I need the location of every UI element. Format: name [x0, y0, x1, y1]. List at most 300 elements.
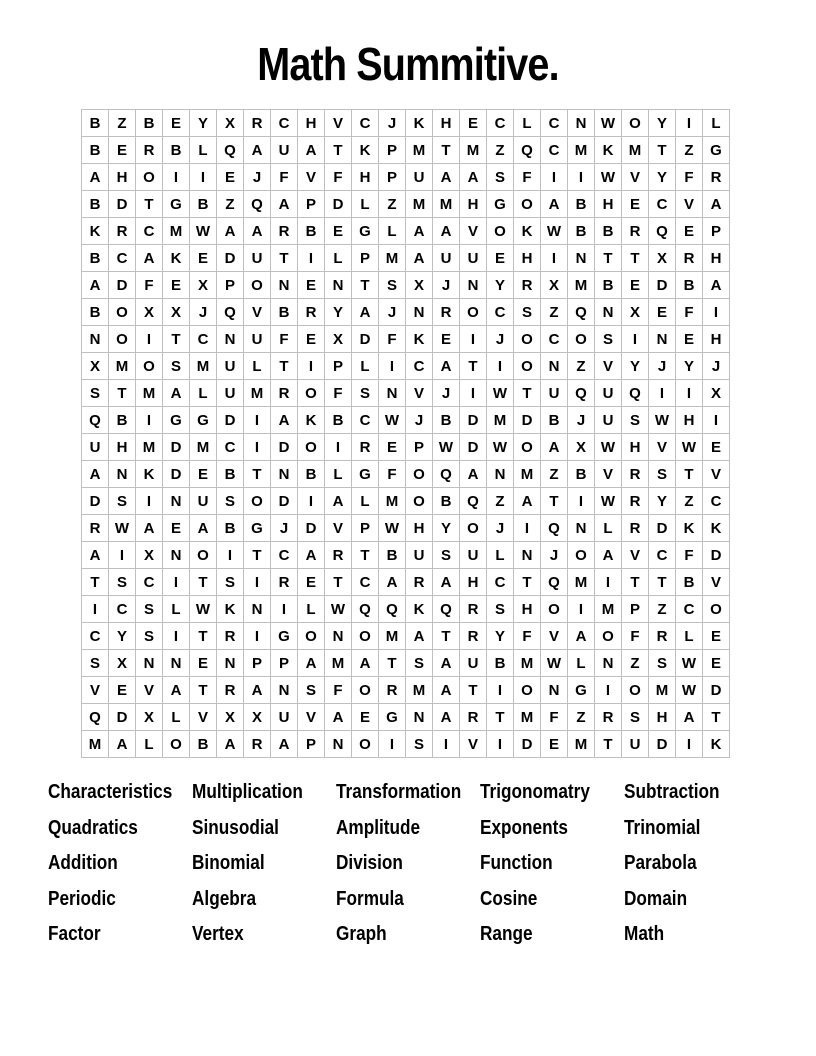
- grid-cell: V: [406, 380, 433, 407]
- grid-cell: O: [190, 542, 217, 569]
- grid-cell: M: [568, 569, 595, 596]
- grid-cell: I: [136, 326, 163, 353]
- grid-cell: Y: [676, 353, 703, 380]
- grid-cell: C: [109, 245, 136, 272]
- grid-cell: O: [136, 353, 163, 380]
- word-list-item: Algebra: [192, 887, 257, 910]
- grid-cell: S: [217, 488, 244, 515]
- grid-cell: I: [622, 326, 649, 353]
- grid-cell: T: [109, 380, 136, 407]
- grid-cell: E: [109, 137, 136, 164]
- grid-cell: M: [379, 245, 406, 272]
- grid-cell: V: [541, 623, 568, 650]
- grid-cell: C: [352, 407, 379, 434]
- grid-cell: N: [487, 461, 514, 488]
- grid-cell: R: [703, 164, 730, 191]
- grid-cell: W: [595, 164, 622, 191]
- grid-cell: O: [352, 677, 379, 704]
- grid-cell: V: [298, 164, 325, 191]
- grid-cell: T: [190, 677, 217, 704]
- grid-cell: U: [595, 380, 622, 407]
- grid-cell: I: [676, 731, 703, 758]
- grid-cell: T: [622, 245, 649, 272]
- grid-cell: M: [568, 137, 595, 164]
- grid-cell: S: [487, 164, 514, 191]
- grid-cell: H: [649, 704, 676, 731]
- grid-cell: K: [352, 137, 379, 164]
- grid-cell: I: [595, 569, 622, 596]
- grid-cell: Q: [352, 596, 379, 623]
- word-list-item: Characteristics: [48, 781, 173, 803]
- grid-cell: X: [622, 299, 649, 326]
- grid-cell: E: [352, 704, 379, 731]
- grid-cell: D: [109, 704, 136, 731]
- grid-cell: R: [622, 218, 649, 245]
- grid-cell: O: [622, 110, 649, 137]
- grid-cell: U: [460, 245, 487, 272]
- grid-cell: Y: [649, 110, 676, 137]
- grid-cell: F: [541, 704, 568, 731]
- grid-cell: J: [703, 353, 730, 380]
- grid-cell: M: [379, 623, 406, 650]
- grid-cell: C: [703, 488, 730, 515]
- grid-cell: F: [676, 542, 703, 569]
- grid-cell: A: [703, 272, 730, 299]
- grid-cell: A: [325, 488, 352, 515]
- grid-cell: X: [136, 704, 163, 731]
- grid-cell: G: [163, 407, 190, 434]
- grid-cell: I: [298, 353, 325, 380]
- grid-cell: X: [109, 650, 136, 677]
- grid-cell: W: [487, 434, 514, 461]
- grid-cell: R: [325, 542, 352, 569]
- grid-cell: Q: [217, 137, 244, 164]
- grid-cell: B: [541, 407, 568, 434]
- grid-cell: P: [217, 272, 244, 299]
- grid-cell: I: [163, 164, 190, 191]
- grid-cell: G: [487, 191, 514, 218]
- grid-cell: A: [433, 677, 460, 704]
- grid-cell: M: [406, 677, 433, 704]
- grid-cell: E: [676, 218, 703, 245]
- grid-cell: C: [487, 299, 514, 326]
- grid-cell: F: [379, 461, 406, 488]
- grid-cell: A: [136, 515, 163, 542]
- grid-cell: N: [406, 299, 433, 326]
- grid-cell: R: [595, 704, 622, 731]
- grid-cell: E: [487, 245, 514, 272]
- grid-cell: H: [109, 164, 136, 191]
- grid-cell: L: [190, 137, 217, 164]
- grid-cell: B: [595, 272, 622, 299]
- grid-cell: B: [568, 461, 595, 488]
- grid-cell: M: [244, 380, 271, 407]
- grid-cell: A: [190, 515, 217, 542]
- grid-cell: A: [217, 731, 244, 758]
- grid-cell: P: [298, 191, 325, 218]
- grid-cell: N: [595, 650, 622, 677]
- grid-cell: E: [163, 515, 190, 542]
- word-list-item: Transformation: [336, 781, 462, 803]
- grid-cell: D: [460, 434, 487, 461]
- grid-cell: Z: [649, 596, 676, 623]
- grid-cell: U: [244, 326, 271, 353]
- grid-cell: P: [352, 515, 379, 542]
- grid-cell: N: [568, 110, 595, 137]
- grid-cell: R: [217, 677, 244, 704]
- grid-cell: V: [460, 731, 487, 758]
- word-list-item: Formula: [336, 887, 404, 910]
- grid-cell: Z: [217, 191, 244, 218]
- grid-cell: A: [595, 542, 622, 569]
- grid-cell: J: [379, 299, 406, 326]
- grid-cell: K: [298, 407, 325, 434]
- grid-cell: J: [541, 542, 568, 569]
- grid-cell: S: [109, 569, 136, 596]
- grid-cell: C: [352, 110, 379, 137]
- grid-cell: R: [244, 110, 271, 137]
- grid-cell: S: [433, 542, 460, 569]
- grid-cell: W: [649, 407, 676, 434]
- grid-cell: O: [514, 677, 541, 704]
- grid-cell: I: [244, 434, 271, 461]
- grid-cell: W: [325, 596, 352, 623]
- grid-cell: X: [217, 110, 244, 137]
- grid-cell: W: [541, 218, 568, 245]
- grid-cell: E: [217, 164, 244, 191]
- grid-cell: O: [514, 353, 541, 380]
- grid-cell: A: [676, 704, 703, 731]
- word-list-item: Amplitude: [336, 816, 421, 839]
- grid-cell: M: [487, 407, 514, 434]
- grid-cell: D: [514, 731, 541, 758]
- grid-cell: U: [460, 542, 487, 569]
- grid-cell: C: [136, 218, 163, 245]
- grid-cell: J: [487, 515, 514, 542]
- grid-cell: P: [298, 731, 325, 758]
- grid-cell: A: [298, 650, 325, 677]
- grid-cell: C: [271, 542, 298, 569]
- grid-cell: T: [325, 569, 352, 596]
- grid-cell: E: [703, 434, 730, 461]
- grid-cell: S: [217, 569, 244, 596]
- grid-cell: U: [460, 650, 487, 677]
- grid-cell: T: [676, 461, 703, 488]
- grid-cell: S: [514, 299, 541, 326]
- grid-cell: O: [352, 731, 379, 758]
- grid-cell: A: [460, 461, 487, 488]
- grid-cell: I: [676, 110, 703, 137]
- grid-cell: F: [379, 326, 406, 353]
- grid-cell: K: [82, 218, 109, 245]
- grid-cell: F: [676, 164, 703, 191]
- grid-cell: K: [514, 218, 541, 245]
- grid-cell: X: [136, 299, 163, 326]
- grid-cell: B: [487, 650, 514, 677]
- grid-cell: I: [244, 407, 271, 434]
- grid-cell: E: [460, 110, 487, 137]
- grid-cell: T: [433, 623, 460, 650]
- grid-cell: D: [703, 677, 730, 704]
- grid-cell: O: [406, 461, 433, 488]
- grid-cell: I: [136, 407, 163, 434]
- grid-cell: R: [622, 515, 649, 542]
- grid-cell: U: [271, 704, 298, 731]
- grid-cell: T: [514, 569, 541, 596]
- grid-cell: Y: [190, 110, 217, 137]
- grid-cell: B: [568, 218, 595, 245]
- word-list-item: Subtraction: [624, 781, 720, 803]
- grid-cell: W: [433, 434, 460, 461]
- grid-cell: N: [163, 650, 190, 677]
- grid-cell: U: [406, 542, 433, 569]
- grid-cell: O: [541, 596, 568, 623]
- grid-cell: T: [703, 704, 730, 731]
- grid-cell: T: [271, 353, 298, 380]
- grid-cell: Q: [433, 461, 460, 488]
- word-list-item: Division: [336, 852, 403, 875]
- grid-cell: D: [649, 515, 676, 542]
- grid-cell: K: [136, 461, 163, 488]
- grid-cell: Z: [676, 488, 703, 515]
- grid-cell: V: [298, 704, 325, 731]
- grid-cell: Y: [487, 272, 514, 299]
- grid-cell: C: [190, 326, 217, 353]
- grid-cell: R: [649, 623, 676, 650]
- grid-cell: I: [244, 623, 271, 650]
- grid-cell: B: [271, 299, 298, 326]
- grid-cell: C: [406, 353, 433, 380]
- grid-cell: I: [244, 569, 271, 596]
- page-title: Math Summitive.: [257, 38, 559, 90]
- word-list-item: Graph: [336, 923, 387, 946]
- word-list-item: Function: [480, 852, 553, 875]
- grid-cell: F: [271, 164, 298, 191]
- grid-cell: K: [676, 515, 703, 542]
- grid-cell: N: [325, 731, 352, 758]
- grid-cell: O: [568, 542, 595, 569]
- grid-cell: A: [406, 245, 433, 272]
- grid-cell: W: [676, 677, 703, 704]
- grid-cell: F: [325, 677, 352, 704]
- grid-cell: A: [433, 704, 460, 731]
- grid-cell: A: [433, 218, 460, 245]
- grid-cell: N: [406, 704, 433, 731]
- grid-cell: V: [325, 515, 352, 542]
- grid-cell: Q: [379, 596, 406, 623]
- grid-cell: S: [595, 326, 622, 353]
- grid-cell: P: [244, 650, 271, 677]
- grid-cell: H: [460, 191, 487, 218]
- grid-cell: Q: [568, 380, 595, 407]
- word-list-item: Vertex: [192, 923, 244, 946]
- grid-cell: O: [514, 326, 541, 353]
- grid-cell: B: [82, 299, 109, 326]
- grid-cell: Z: [487, 488, 514, 515]
- grid-cell: R: [379, 677, 406, 704]
- grid-cell: T: [352, 272, 379, 299]
- grid-cell: H: [109, 434, 136, 461]
- grid-cell: V: [622, 542, 649, 569]
- grid-cell: Q: [514, 137, 541, 164]
- grid-cell: V: [82, 677, 109, 704]
- grid-cell: A: [352, 299, 379, 326]
- grid-cell: D: [352, 326, 379, 353]
- grid-cell: N: [271, 461, 298, 488]
- grid-cell: O: [703, 596, 730, 623]
- grid-cell: W: [379, 515, 406, 542]
- grid-cell: E: [622, 272, 649, 299]
- grid-cell: N: [217, 650, 244, 677]
- grid-cell: J: [487, 326, 514, 353]
- grid-cell: S: [406, 650, 433, 677]
- grid-cell: A: [352, 650, 379, 677]
- grid-cell: Q: [460, 488, 487, 515]
- grid-cell: T: [433, 137, 460, 164]
- grid-cell: I: [487, 731, 514, 758]
- grid-cell: N: [325, 272, 352, 299]
- grid-cell: H: [298, 110, 325, 137]
- grid-cell: O: [460, 515, 487, 542]
- grid-cell: W: [109, 515, 136, 542]
- grid-cell: O: [406, 488, 433, 515]
- grid-cell: E: [433, 326, 460, 353]
- grid-cell: T: [460, 677, 487, 704]
- grid-cell: N: [217, 326, 244, 353]
- grid-cell: A: [433, 164, 460, 191]
- grid-cell: Q: [649, 218, 676, 245]
- grid-cell: L: [568, 650, 595, 677]
- grid-cell: R: [460, 596, 487, 623]
- grid-cell: X: [244, 704, 271, 731]
- grid-cell: A: [433, 650, 460, 677]
- grid-cell: A: [271, 407, 298, 434]
- grid-cell: D: [109, 191, 136, 218]
- word-list-item: Addition: [48, 852, 118, 875]
- grid-cell: M: [568, 731, 595, 758]
- grid-cell: I: [487, 353, 514, 380]
- grid-cell: L: [163, 596, 190, 623]
- grid-cell: B: [82, 137, 109, 164]
- grid-cell: P: [325, 353, 352, 380]
- grid-cell: O: [136, 164, 163, 191]
- word-list-item: Periodic: [48, 887, 116, 910]
- grid-cell: Y: [649, 488, 676, 515]
- grid-cell: D: [271, 434, 298, 461]
- grid-cell: B: [190, 191, 217, 218]
- grid-cell: W: [190, 218, 217, 245]
- grid-cell: L: [190, 380, 217, 407]
- grid-cell: Y: [649, 164, 676, 191]
- grid-cell: M: [163, 218, 190, 245]
- grid-cell: O: [487, 218, 514, 245]
- grid-cell: R: [460, 623, 487, 650]
- grid-cell: N: [136, 650, 163, 677]
- grid-cell: L: [325, 245, 352, 272]
- grid-cell: L: [676, 623, 703, 650]
- grid-cell: E: [298, 326, 325, 353]
- grid-cell: N: [595, 299, 622, 326]
- grid-cell: O: [109, 299, 136, 326]
- word-list-item: Parabola: [624, 852, 697, 875]
- grid-cell: N: [541, 353, 568, 380]
- grid-cell: M: [190, 353, 217, 380]
- grid-cell: N: [109, 461, 136, 488]
- grid-cell: A: [271, 731, 298, 758]
- grid-cell: W: [676, 650, 703, 677]
- grid-cell: T: [163, 326, 190, 353]
- grid-cell: F: [514, 164, 541, 191]
- grid-cell: I: [163, 569, 190, 596]
- grid-cell: N: [244, 596, 271, 623]
- grid-cell: F: [271, 326, 298, 353]
- grid-cell: C: [676, 596, 703, 623]
- grid-cell: G: [352, 218, 379, 245]
- grid-cell: A: [136, 245, 163, 272]
- grid-cell: V: [649, 434, 676, 461]
- grid-cell: I: [136, 488, 163, 515]
- grid-cell: O: [298, 623, 325, 650]
- grid-cell: P: [379, 164, 406, 191]
- word-list: [48, 777, 768, 955]
- grid-cell: L: [352, 353, 379, 380]
- grid-cell: M: [514, 650, 541, 677]
- grid-cell: M: [649, 677, 676, 704]
- grid-cell: W: [541, 650, 568, 677]
- grid-cell: M: [622, 137, 649, 164]
- grid-cell: U: [622, 731, 649, 758]
- grid-cell: T: [379, 650, 406, 677]
- grid-cell: O: [568, 326, 595, 353]
- grid-cell: H: [433, 110, 460, 137]
- grid-cell: E: [649, 299, 676, 326]
- grid-cell: B: [298, 218, 325, 245]
- grid-cell: A: [460, 164, 487, 191]
- grid-cell: U: [433, 245, 460, 272]
- grid-cell: H: [595, 191, 622, 218]
- grid-cell: K: [703, 515, 730, 542]
- grid-cell: I: [109, 542, 136, 569]
- word-search-grid: [81, 109, 730, 758]
- grid-cell: L: [325, 461, 352, 488]
- grid-cell: Q: [82, 704, 109, 731]
- grid-cell: T: [595, 245, 622, 272]
- grid-cell: Q: [541, 569, 568, 596]
- grid-cell: L: [487, 542, 514, 569]
- grid-cell: V: [703, 461, 730, 488]
- grid-cell: L: [352, 488, 379, 515]
- grid-cell: Q: [568, 299, 595, 326]
- grid-cell: Z: [676, 137, 703, 164]
- grid-cell: U: [244, 245, 271, 272]
- grid-cell: I: [460, 326, 487, 353]
- grid-cell: J: [379, 110, 406, 137]
- grid-cell: B: [433, 407, 460, 434]
- grid-cell: Z: [568, 353, 595, 380]
- grid-cell: E: [379, 434, 406, 461]
- grid-cell: H: [514, 245, 541, 272]
- grid-cell: O: [460, 299, 487, 326]
- grid-cell: J: [433, 272, 460, 299]
- grid-cell: H: [703, 245, 730, 272]
- grid-cell: A: [82, 542, 109, 569]
- grid-cell: S: [163, 353, 190, 380]
- grid-cell: L: [703, 110, 730, 137]
- grid-cell: E: [325, 218, 352, 245]
- grid-cell: P: [271, 650, 298, 677]
- word-list-item: Exponents: [480, 816, 568, 839]
- grid-cell: T: [460, 353, 487, 380]
